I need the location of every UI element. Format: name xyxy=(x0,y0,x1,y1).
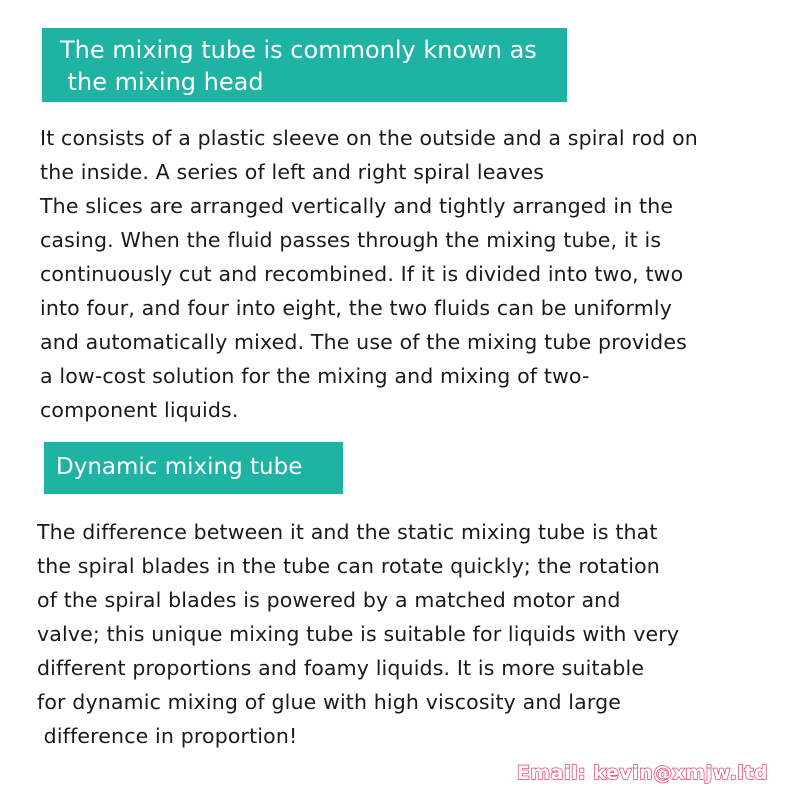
paragraph-line: The slices are arranged vertically and tightly arranged in the xyxy=(40,194,674,218)
paragraph-line: continuously cut and recombined. If it is divided into two, two xyxy=(40,262,684,286)
section-heading-dynamic-mixing-tube: Dynamic mixing tube xyxy=(44,442,343,494)
paragraph-line: a low-cost solution for the mixing and mixing of two- xyxy=(40,364,590,388)
paragraph-line: into four, and four into eight, the two fluids can be uniformly xyxy=(40,296,673,320)
paragraph-line: the spiral blades in the tube can rotate quickly; the rotation xyxy=(37,554,660,578)
paragraph-line: for dynamic mixing of glue with high viscosity and large xyxy=(37,690,622,714)
paragraph-line: component liquids. xyxy=(40,398,239,422)
section-heading-mixing-head xyxy=(42,28,567,102)
paragraph-line: different proportions and foamy liquids. It is more suitable xyxy=(37,656,645,680)
paragraph-line: and automatically mixed. The use of the mixing tube provides xyxy=(40,330,687,354)
contact-email: Email: kevin@xmjw.ltd xyxy=(516,762,768,784)
paragraph-line: It consists of a plastic sleeve on the outside and a spiral rod on xyxy=(40,126,698,150)
heading-line-2: the mixing head xyxy=(60,68,264,96)
dynamic-mixing-tube-description xyxy=(37,515,777,753)
paragraph-line: of the spiral blades is powered by a matched motor and xyxy=(37,588,621,612)
paragraph-line: the inside. A series of left and right spiral leaves xyxy=(40,160,545,184)
paragraph-line: casing. When the fluid passes through the mixing tube, it is xyxy=(40,228,662,252)
mixing-tube-description xyxy=(40,121,780,427)
paragraph-line: The difference between it and the static mixing tube is that xyxy=(37,520,658,544)
paragraph-line: difference in proportion! xyxy=(37,724,298,748)
heading-line-1: The mixing tube is commonly known as xyxy=(60,36,537,64)
paragraph-line: valve; this unique mixing tube is suitable for liquids with very xyxy=(37,622,680,646)
